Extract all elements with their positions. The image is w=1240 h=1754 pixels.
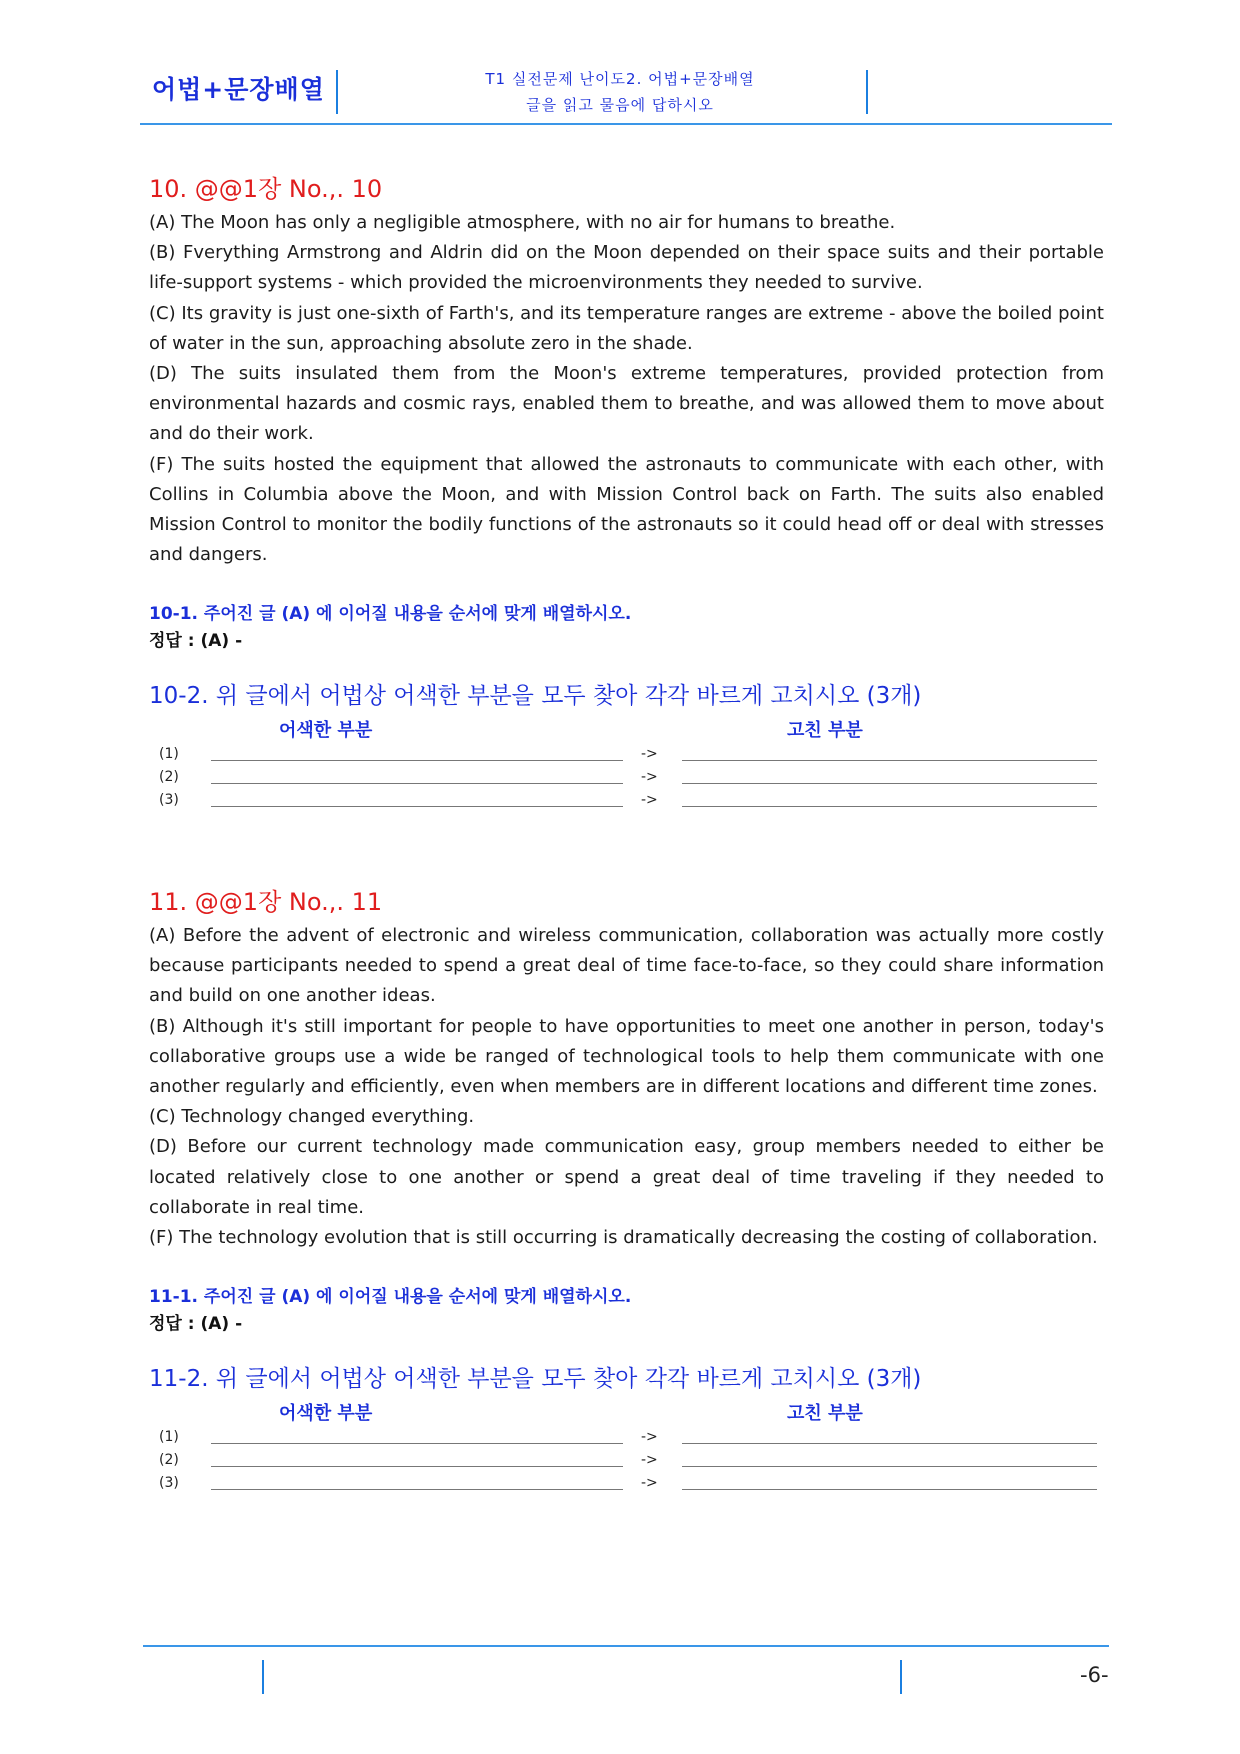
correction-row: [149, 744, 1104, 767]
row-number: (1): [159, 746, 179, 763]
question-title: 11. @@1장 No.,. 11: [149, 888, 383, 916]
question-title: 10. @@1장 No.,. 10: [149, 175, 383, 203]
wrong-input-line[interactable]: [211, 1489, 623, 1490]
row-number: (2): [159, 1452, 179, 1469]
paragraph-b: (B) Although it's still important for people to have opportunities to meet one another in person, today's collaborative groups use a wide be ranged of technological tools to help them communicate with one another regularly and efficiently, even when members are in different locations and different time zones.: [149, 1015, 1104, 1098]
paragraph-c: (C) Its gravity is just one-sixth of Farth's, and its temperature ranges are extreme - above the boiled point of water in the sun, approaching absolute zero in the shade.: [149, 302, 1104, 354]
footer-divider-left: [262, 1660, 264, 1694]
paragraph-a: (A) Before the advent of electronic and wireless communication, collaboration was actually more costly because participants needed to spend a great deal of time face-to-face, so they could share information and build on one another ideas.: [149, 925, 1104, 1007]
correction-rows: [149, 1427, 1104, 1496]
correction-row: [149, 790, 1104, 813]
correction-row: [149, 767, 1104, 790]
footer-divider-right: [900, 1660, 902, 1694]
footer-rule: [143, 1645, 1109, 1647]
column-headers: [149, 712, 1104, 744]
correction-row: [149, 1473, 1104, 1496]
correction-rows: [149, 744, 1104, 813]
arrow: ->: [641, 769, 658, 786]
correction-row: [149, 1450, 1104, 1473]
paragraph-d: (D) Before our current technology made communication easy, group members needed to either be located relatively close to one another or spend a great deal of time traveling if they needed to collaborate in real time.: [149, 1136, 1104, 1218]
wrong-input-line[interactable]: [211, 1466, 623, 1467]
grammar-prompt: 10-2. 위 글에서 어법상 어색한 부분을 모두 찾아 각각 바르게 고치시오 (3개): [149, 683, 922, 710]
paragraph-f: (F) The technology evolution that is still occurring is dramatically decreasing the costing of collaboration.: [149, 1227, 1098, 1249]
header-title: 어법+문장배열: [152, 75, 325, 104]
paragraph-d: (D) The suits insulated them from the Moon's extreme temperatures, provided protection from environmental hazards and cosmic rays, enabled them to breathe, and was allowed them to move about and do their work.: [149, 363, 1104, 445]
passage: [149, 208, 1104, 570]
ordering-answer[interactable]: 정답 : (A) -: [149, 631, 243, 652]
header-subtitle-1: T1 실전문제 난이도2. 어법+문장배열: [485, 70, 755, 88]
question-11: [149, 885, 1104, 1496]
fixed-input-line[interactable]: [682, 806, 1097, 807]
header-subtitle-2: 글을 읽고 물음에 답하시오: [526, 96, 714, 114]
paragraph-c: (C) Technology changed everything.: [149, 1106, 475, 1128]
header-divider-right: [866, 70, 868, 114]
ordering-answer[interactable]: 정답 : (A) -: [149, 1314, 243, 1335]
wrong-input-line[interactable]: [211, 783, 623, 784]
fixed-input-line[interactable]: [682, 783, 1097, 784]
row-number: (1): [159, 1429, 179, 1446]
header-divider-left: [336, 70, 338, 114]
column-fixed-label: 고친 부분: [787, 720, 863, 742]
column-wrong-label: 어색한 부분: [279, 1403, 373, 1425]
row-number: (3): [159, 792, 179, 809]
correction-row: [149, 1427, 1104, 1450]
column-headers: [149, 1395, 1104, 1427]
arrow: ->: [641, 792, 658, 809]
column-fixed-label: 고친 부분: [787, 1403, 863, 1425]
question-10: [149, 172, 1104, 813]
arrow: ->: [641, 1452, 658, 1469]
arrow: ->: [641, 746, 658, 763]
ordering-prompt: 11-1. 주어진 글 (A) 에 이어질 내용을 순서에 맞게 배열하시오.: [149, 1287, 632, 1308]
row-number: (3): [159, 1475, 179, 1492]
wrong-input-line[interactable]: [211, 1443, 623, 1444]
wrong-input-line[interactable]: [211, 806, 623, 807]
grammar-prompt: 11-2. 위 글에서 어법상 어색한 부분을 모두 찾아 각각 바르게 고치시오 (3개): [149, 1366, 922, 1393]
column-wrong-label: 어색한 부분: [279, 720, 373, 742]
page-number: -6-: [1080, 1663, 1109, 1687]
header-rule: [140, 123, 1112, 125]
paragraph-f: (F) The suits hosted the equipment that allowed the astronauts to communicate with each other, with Collins in Columbia above the Moon, and with Mission Control back on Farth. The suits also enabled Mission Control to monitor the bodily functions of the astronauts so it could head off or deal with stresses and dangers.: [149, 453, 1104, 566]
paragraph-a: (A) The Moon has only a negligible atmosphere, with no air for humans to breathe.: [149, 212, 896, 233]
passage: [149, 921, 1104, 1253]
row-number: (2): [159, 769, 179, 786]
arrow: ->: [641, 1429, 658, 1446]
fixed-input-line[interactable]: [682, 1443, 1097, 1444]
fixed-input-line[interactable]: [682, 1466, 1097, 1467]
wrong-input-line[interactable]: [211, 760, 623, 761]
fixed-input-line[interactable]: [682, 1489, 1097, 1490]
ordering-prompt: 10-1. 주어진 글 (A) 에 이어질 내용을 순서에 맞게 배열하시오.: [149, 604, 632, 625]
paragraph-b: (B) Fverything Armstrong and Aldrin did on the Moon depended on their space suits and their portable life-support systems - which provided the microenvironments they needed to survive.: [149, 242, 1104, 294]
arrow: ->: [641, 1475, 658, 1492]
fixed-input-line[interactable]: [682, 760, 1097, 761]
